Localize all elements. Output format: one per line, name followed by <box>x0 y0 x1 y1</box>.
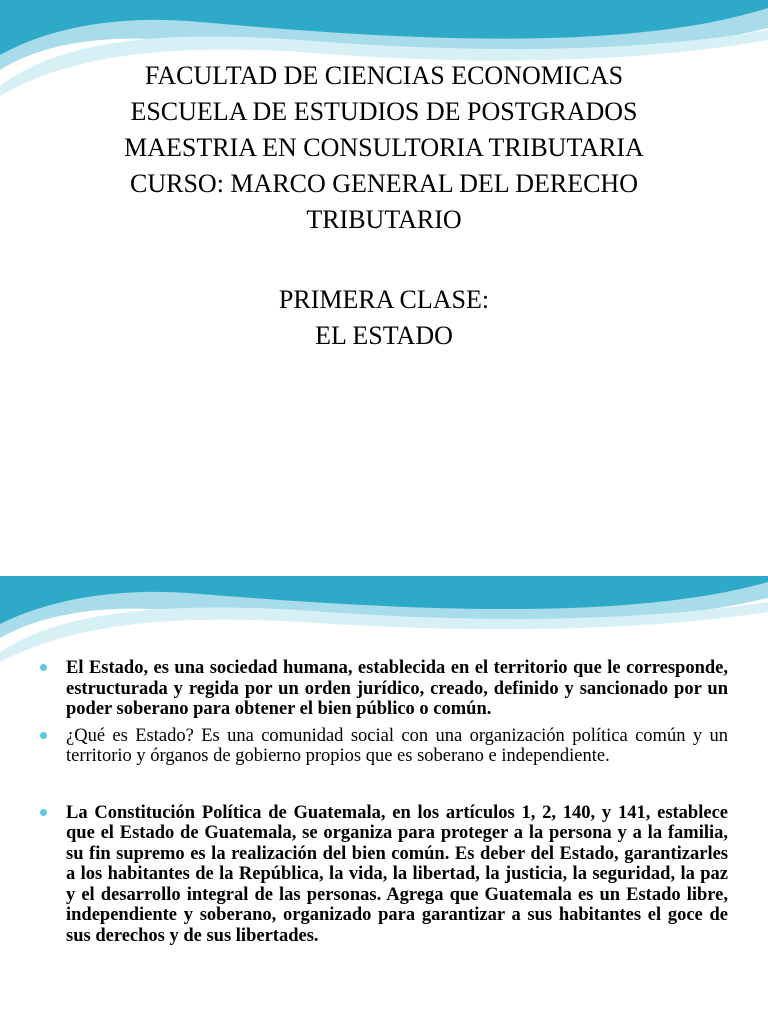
list-item <box>40 803 728 947</box>
title-line-course-cont: TRIBUTARIO <box>306 205 462 234</box>
subtitle-topic: EL ESTADO <box>315 321 453 350</box>
title-block <box>20 58 748 354</box>
bullet-dot-icon <box>40 809 47 816</box>
bullet-list <box>40 658 728 952</box>
bullet-dot-icon <box>40 732 47 739</box>
title-line-faculty: FACULTAD DE CIENCIAS ECONOMICAS <box>144 61 624 90</box>
list-item <box>40 658 728 720</box>
title-line-school: ESCUELA DE ESTUDIOS DE POSTGRADOS <box>130 97 638 126</box>
subtitle-class: PRIMERA CLASE: <box>278 285 490 314</box>
list-item <box>40 726 728 767</box>
bullet-text: La Constitución Política de Guatemala, en los artículos 1, 2, 140, y 141, establece que el Estado de Guatemala, se organiza para proteger a la persona y a la familia, su fin supremo es la realización del bien común. Es deber del Estado, garantizarles a los habitantes de la República, la vida, la libertad, la justicia, la seguridad, la paz y el desarrollo integral de las personas. Agrega que Guatemala es un Estado libre, independiente y soberano, organizado para garantizar a sus habitantes el goce de sus derechos y de sus libertades. <box>66 802 728 946</box>
bullet-dot-icon <box>40 664 47 671</box>
content-slide <box>0 576 768 1024</box>
bullet-text: El Estado, es una sociedad humana, establecida en el territorio que le corresponde, estructurada y regida por un orden jurídico, creado, definido y sancionado por un poder soberano para obtener el bien público o común. <box>66 658 728 719</box>
bullet-text: ¿Qué es Estado? Es una comunidad social con una organización política común y un territorio y órganos de gobierno propios que es soberano e independiente. <box>66 725 728 766</box>
wave-decoration <box>0 576 768 666</box>
title-line-masters: MAESTRIA EN CONSULTORIA TRIBUTARIA <box>124 133 644 162</box>
title-line-course: CURSO: MARCO GENERAL DEL DERECHO <box>130 169 638 198</box>
